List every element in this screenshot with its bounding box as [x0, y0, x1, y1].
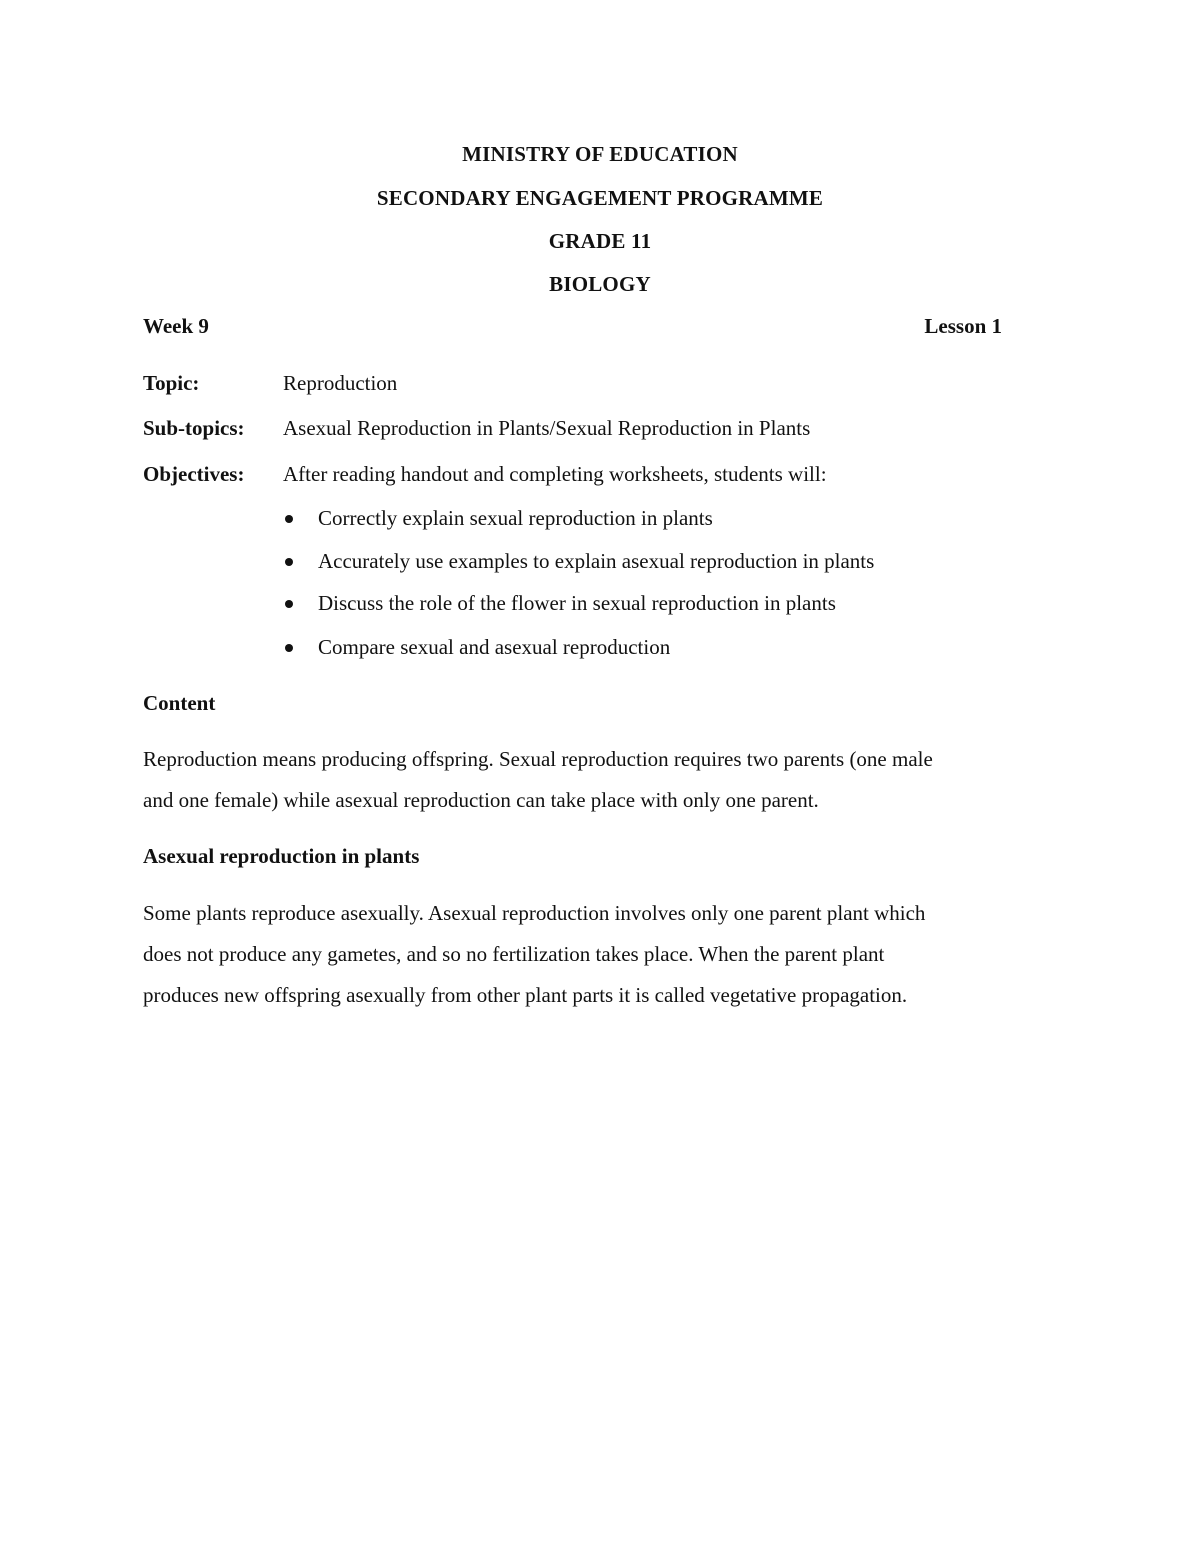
topic-value: Reproduction	[283, 371, 398, 395]
objective-item: Discuss the role of the flower in sexual reproduction in plants	[318, 591, 836, 615]
bullet-icon	[285, 644, 293, 652]
ministry-title: MINISTRY OF EDUCATION	[462, 142, 738, 166]
section-paragraph-line: produces new offspring asexually from other plant parts it is called vegetative propagation.	[143, 983, 908, 1007]
bullet-icon	[285, 515, 293, 523]
content-paragraph-line: and one female) while asexual reproduction can take place with only one parent.	[143, 788, 819, 812]
section-paragraph-line: Some plants reproduce asexually. Asexual reproduction involves only one parent plant which	[143, 901, 926, 925]
objectives-label: Objectives:	[143, 462, 245, 486]
lesson-label: Lesson 1	[924, 314, 1002, 338]
content-heading: Content	[143, 691, 216, 715]
section-heading-asexual: Asexual reproduction in plants	[143, 844, 420, 868]
programme-title: SECONDARY ENGAGEMENT PROGRAMME	[376, 186, 824, 210]
bullet-icon	[285, 558, 293, 566]
week-label: Week 9	[143, 314, 209, 338]
subject-title: BIOLOGY	[549, 272, 651, 296]
grade-title: GRADE 11	[548, 229, 652, 253]
bullet-icon	[285, 600, 293, 608]
objective-item: Correctly explain sexual reproduction in plants	[318, 506, 713, 530]
subtopics-value: Asexual Reproduction in Plants/Sexual Reproduction in Plants	[283, 416, 811, 440]
objectives-intro: After reading handout and completing worksheets, students will:	[283, 462, 827, 486]
topic-label: Topic:	[143, 371, 200, 395]
section-paragraph-line: does not produce any gametes, and so no fertilization takes place. When the parent plant	[143, 942, 885, 966]
objective-item: Compare sexual and asexual reproduction	[318, 635, 671, 659]
subtopics-label: Sub-topics:	[143, 416, 245, 440]
content-paragraph-line: Reproduction means producing offspring. Sexual reproduction requires two parents (one male	[143, 747, 933, 771]
objective-item: Accurately use examples to explain asexual reproduction in plants	[318, 549, 875, 573]
